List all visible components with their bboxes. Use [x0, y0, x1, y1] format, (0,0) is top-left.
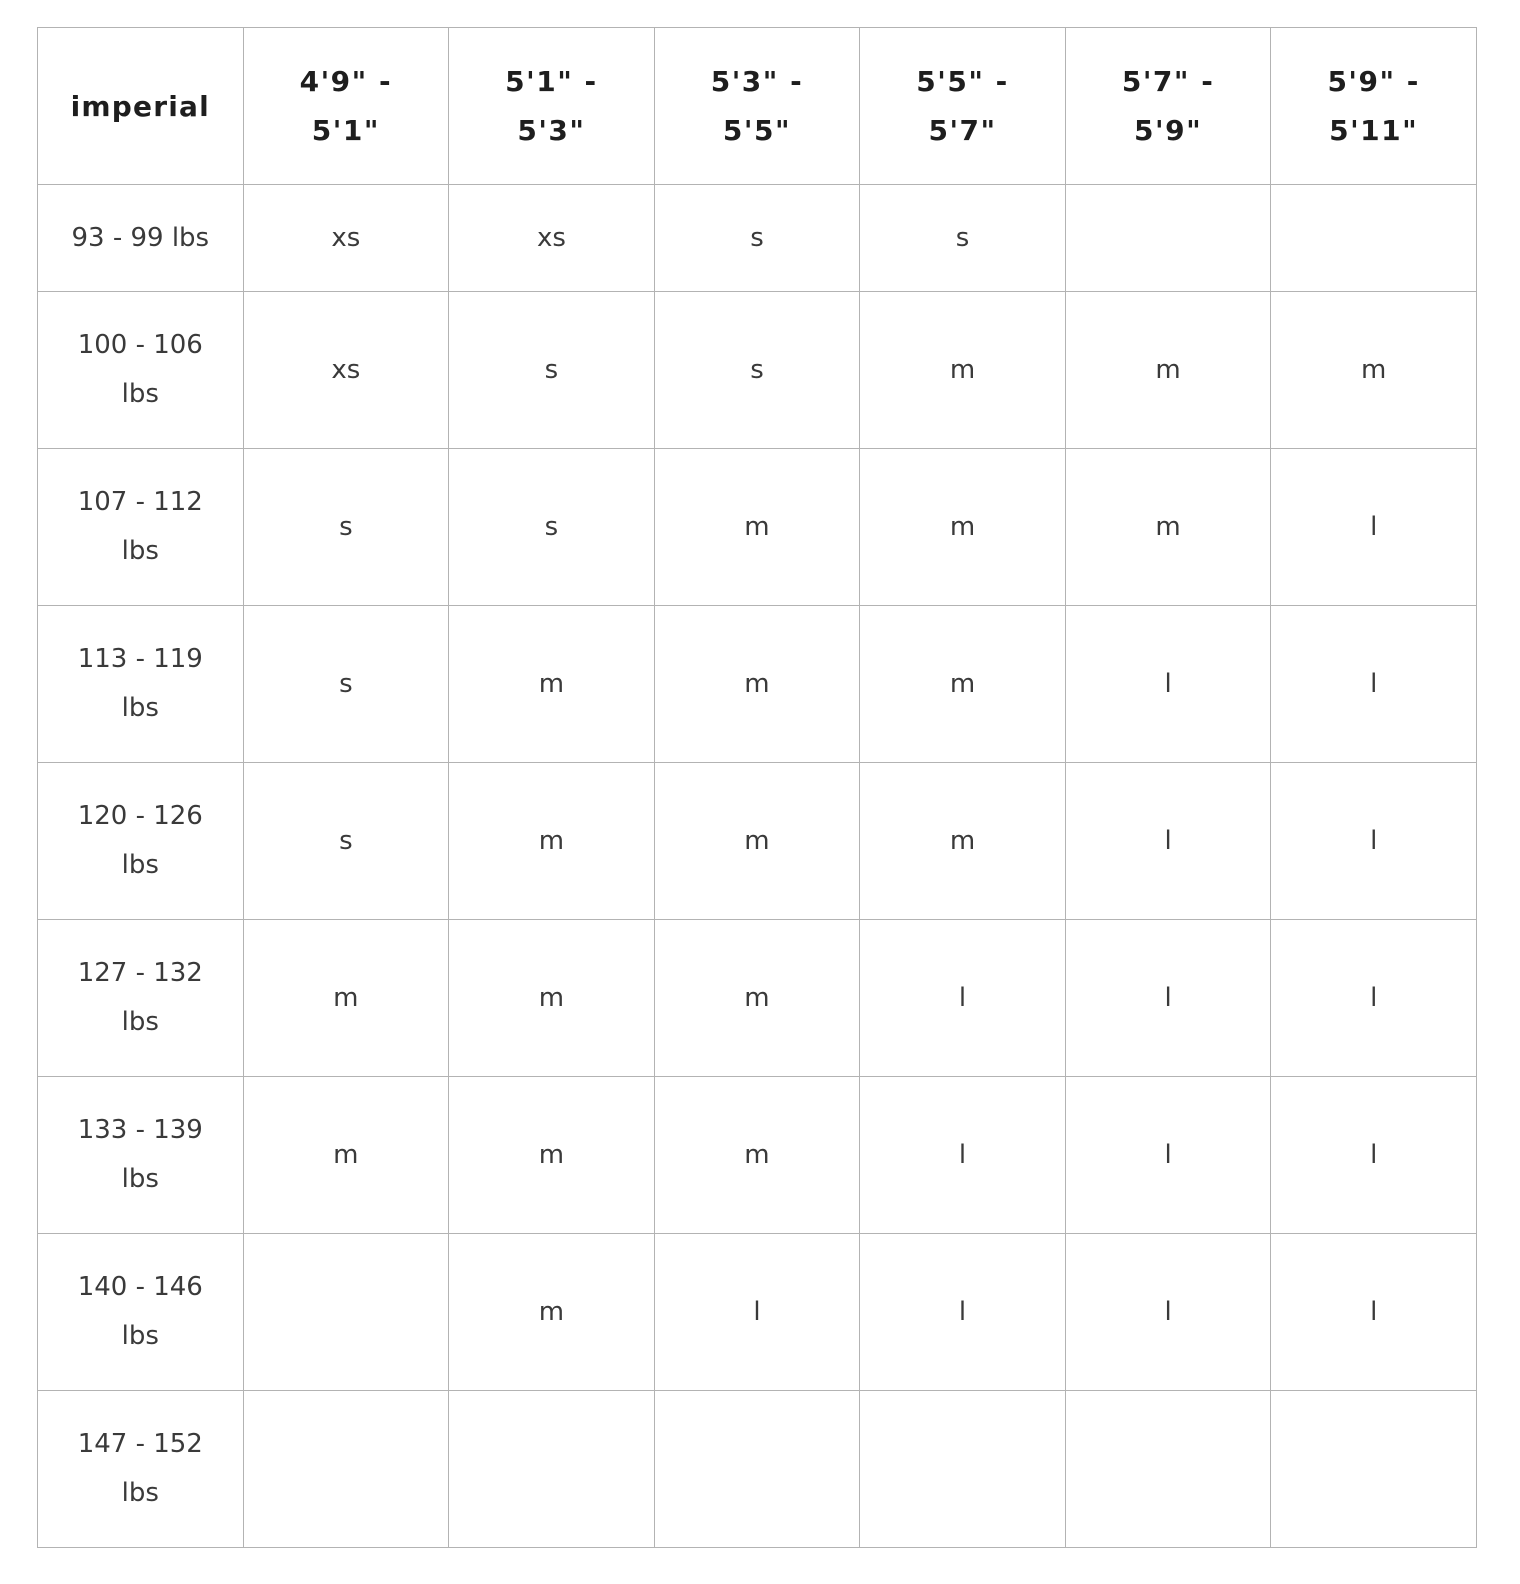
size-cell: s [860, 185, 1066, 292]
size-cell [243, 1391, 449, 1548]
weight-cell [38, 292, 244, 449]
size-cell [449, 1391, 655, 1548]
size-cell: l [1271, 1077, 1477, 1234]
size-cell: m [449, 1234, 655, 1391]
height-range-label: 4'9" - 5'1" [299, 65, 393, 147]
size-cell: s [243, 763, 449, 920]
weight-range-label: 100 - 106 lbs [77, 330, 203, 409]
size-cell: m [243, 920, 449, 1077]
height-header-cell [243, 28, 449, 185]
table-row [38, 449, 1477, 606]
weight-range-label: 133 - 139 lbs [77, 1115, 203, 1194]
size-cell: l [1271, 920, 1477, 1077]
weight-cell [38, 606, 244, 763]
weight-cell [38, 920, 244, 1077]
size-cell: s [449, 449, 655, 606]
corner-header-cell [38, 28, 244, 185]
weight-cell [38, 185, 244, 292]
size-cell: m [860, 763, 1066, 920]
size-cell: m [860, 449, 1066, 606]
size-cell: l [860, 1077, 1066, 1234]
size-cell: l [860, 1234, 1066, 1391]
height-header-cell [449, 28, 655, 185]
size-cell: l [1271, 763, 1477, 920]
size-cell: m [654, 920, 860, 1077]
weight-range-label: 113 - 119 lbs [77, 644, 203, 723]
size-cell [243, 1234, 449, 1391]
table-row [38, 920, 1477, 1077]
weight-range-label: 120 - 126 lbs [77, 801, 203, 880]
size-cell: l [1065, 606, 1271, 763]
size-cell: s [654, 185, 860, 292]
size-cell: m [449, 920, 655, 1077]
size-cell: l [1065, 920, 1271, 1077]
weight-cell [38, 763, 244, 920]
size-cell: s [654, 292, 860, 449]
size-cell: l [1271, 449, 1477, 606]
table-row [38, 1234, 1477, 1391]
weight-range-label: 93 - 99 lbs [71, 222, 210, 253]
size-cell: m [449, 763, 655, 920]
unit-system-label: imperial [70, 89, 210, 123]
height-range-label: 5'7" - 5'9" [1121, 65, 1215, 147]
weight-range-label: 107 - 112 lbs [77, 487, 203, 566]
size-cell: l [860, 920, 1066, 1077]
size-cell [654, 1391, 860, 1548]
table-row [38, 185, 1477, 292]
height-header-cell [654, 28, 860, 185]
size-cell: m [654, 449, 860, 606]
size-cell: xs [243, 292, 449, 449]
size-cell: l [1065, 763, 1271, 920]
size-cell: m [243, 1077, 449, 1234]
height-header-cell [1271, 28, 1477, 185]
size-cell: m [1271, 292, 1477, 449]
size-cell: m [654, 606, 860, 763]
size-cell: m [654, 1077, 860, 1234]
weight-range-label: 147 - 152 lbs [77, 1429, 203, 1508]
size-cell: xs [449, 185, 655, 292]
size-cell: m [860, 292, 1066, 449]
size-cell: l [1271, 1234, 1477, 1391]
size-cell [1271, 185, 1477, 292]
size-cell: s [243, 606, 449, 763]
weight-cell [38, 1234, 244, 1391]
weight-cell [38, 449, 244, 606]
size-cell: s [243, 449, 449, 606]
size-cell [1065, 185, 1271, 292]
height-range-label: 5'3" - 5'5" [710, 65, 804, 147]
size-cell: m [449, 1077, 655, 1234]
height-range-label: 5'9" - 5'11" [1327, 65, 1420, 147]
weight-cell [38, 1077, 244, 1234]
size-cell: l [1271, 606, 1477, 763]
table-row [38, 1391, 1477, 1548]
size-chart-table [37, 27, 1477, 1548]
size-cell: m [1065, 292, 1271, 449]
size-cell: l [1065, 1234, 1271, 1391]
size-cell: xs [243, 185, 449, 292]
height-header-cell [860, 28, 1066, 185]
table-row [38, 1077, 1477, 1234]
size-cell [1065, 1391, 1271, 1548]
table-row [38, 292, 1477, 449]
size-cell [1271, 1391, 1477, 1548]
header-row [38, 28, 1477, 185]
size-cell [860, 1391, 1066, 1548]
weight-range-label: 140 - 146 lbs [77, 1272, 203, 1351]
table-row [38, 763, 1477, 920]
table-row [38, 606, 1477, 763]
size-cell: m [654, 763, 860, 920]
size-cell: l [1065, 1077, 1271, 1234]
size-cell: s [449, 292, 655, 449]
size-cell: m [1065, 449, 1271, 606]
height-range-label: 5'5" - 5'7" [916, 65, 1009, 147]
size-cell: l [654, 1234, 860, 1391]
size-cell: m [449, 606, 655, 763]
height-header-cell [1065, 28, 1271, 185]
size-cell: m [860, 606, 1066, 763]
weight-cell [38, 1391, 244, 1548]
height-range-label: 5'1" - 5'3" [505, 65, 598, 147]
weight-range-label: 127 - 132 lbs [77, 958, 203, 1037]
